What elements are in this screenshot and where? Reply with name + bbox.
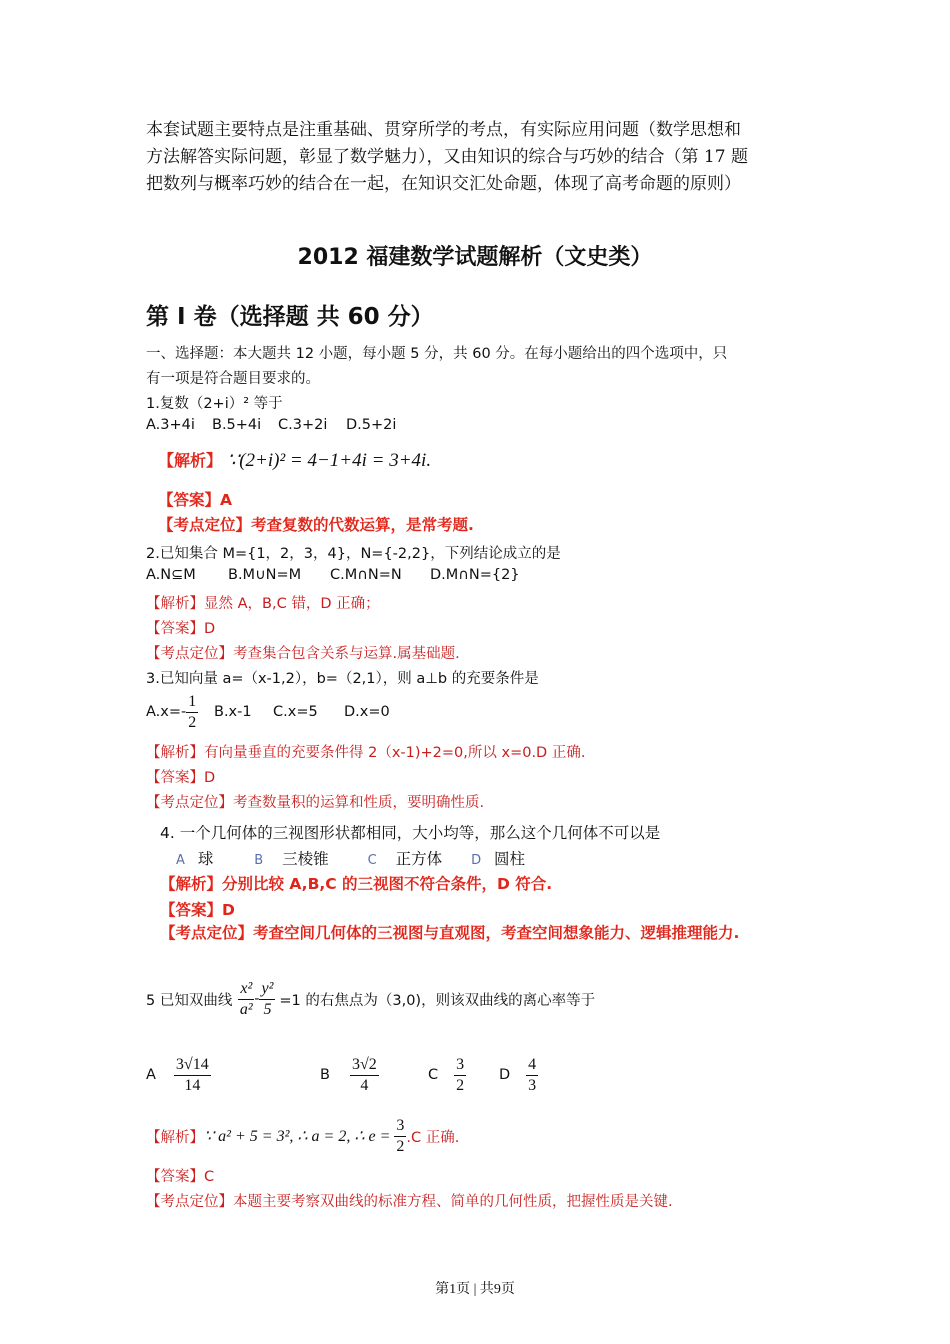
q4-stem: 4. 一个几何体的三视图形状都相同，大小均等，那么这个几何体不可以是 (160, 824, 661, 842)
intro-line: 本套试题主要特点是注重基础、贯穿所学的考点，有实际应用问题（数学思想和 (146, 120, 741, 140)
intro-paragraph (146, 117, 826, 198)
q2-stem: 2.已知集合 M={1，2，3，4}，N={-2,2}，下列结论成立的是 (146, 546, 561, 562)
q5-analysis-formula: ∵ a² + 5 = 3², ∴ a = 2, ∴ e = (204, 1128, 391, 1145)
q3-option-a-prefix: A.x=- (146, 704, 187, 720)
q1-option-a: A.3+4i (146, 417, 195, 433)
q1-answer: 【答案】A (158, 491, 232, 509)
fraction (394, 1116, 406, 1157)
intro-line: 把数列与概率巧妙的结合在一起，在知识交汇处命题，体现了高考命题的原则） (146, 174, 741, 194)
fraction-numerator: 3√2 (350, 1055, 379, 1076)
fraction-numerator: x² (238, 979, 254, 1000)
q1-analysis-formula: ∵(2+i)² = 4−1+4i = 3+4i. (227, 450, 432, 471)
fraction (259, 979, 275, 1020)
q2-answer: 【答案】D (146, 621, 216, 637)
q4-options (176, 847, 525, 869)
q4-analysis: 【解析】分别比较 A,B,C 的三视图不符合条件，D 符合. (160, 875, 553, 893)
fraction-denominator: 4 (360, 1076, 369, 1094)
q5-analysis (146, 1112, 459, 1160)
q1-stem: 1.复数（2+i）² 等于 (146, 396, 283, 412)
q4-option-b-text: 三棱锥 (282, 850, 329, 868)
q1-analysis (158, 448, 431, 472)
q4-option-c-letter: C (367, 853, 377, 868)
q3-option-c: C.x=5 (273, 704, 318, 720)
q4-option-a-text: 球 (197, 850, 214, 868)
q5-stem-suffix: =1 的右焦点为（3,0)，则该双曲线的离心率等于 (279, 992, 596, 1009)
q4-answer: 【答案】D (160, 901, 235, 919)
fraction-numerator: 3 (394, 1116, 406, 1137)
q1-option-d: D.5+2i (346, 417, 397, 433)
fraction-denominator: 5 (263, 1000, 272, 1018)
fraction-denominator: 3 (528, 1076, 537, 1094)
q2-option-a: A.N⊆M (146, 567, 196, 583)
q1-point: 【考点定位】考查复数的代数运算，是常考题. (158, 516, 474, 534)
q5-option-c (428, 1050, 466, 1100)
fraction-denominator: 14 (184, 1076, 201, 1094)
fraction-denominator: 2 (456, 1076, 465, 1094)
q4-option-d-text: 圆柱 (494, 850, 526, 868)
q3-stem: 3.已知向量 a=（x-1,2），b=（2,1），则 a⊥b 的充要条件是 (146, 671, 539, 687)
section-intro (146, 342, 727, 392)
page-footer: 第1页 | 共9页 (435, 1282, 515, 1297)
section-intro-line: 一、选择题：本大题共 12 小题，每小题 5 分，共 60 分。在每小题给出的四个选项中，只 (146, 346, 728, 362)
fraction (186, 692, 198, 733)
q4-option-b-letter: B (254, 853, 264, 868)
q5-analysis-tail: .C 正确. (406, 1129, 460, 1146)
fraction-denominator: 2 (396, 1137, 405, 1155)
q4-option-d-letter: D (471, 853, 482, 868)
fraction-denominator: a² (239, 1000, 253, 1018)
fraction-numerator: 3 (454, 1055, 466, 1076)
q4-option-c-text: 正方体 (395, 850, 443, 868)
q2-analysis: 【解析】显然 A，B,C 错，D 正确； (146, 596, 380, 612)
minus-sign: - (254, 991, 260, 1007)
q3-analysis: 【解析】有向量垂直的充要条件得 2（x-1)+2=0,所以 x=0.D 正确. (146, 745, 586, 761)
q4-option-a-letter: A (176, 853, 185, 868)
option-letter: B (320, 1067, 330, 1083)
option-letter: C (428, 1067, 439, 1083)
q5-stem (146, 973, 595, 1025)
q3-point: 【考点定位】考查数量积的运算和性质，要明确性质. (146, 795, 485, 811)
fraction (238, 979, 254, 1020)
q3-option-d: D.x=0 (344, 704, 390, 720)
fraction-numerator: 1 (186, 692, 198, 713)
q4-point: 【考点定位】考查空间几何体的三视图与直观图，考查空间想象能力、逻辑推理能力. (160, 924, 740, 942)
fraction (526, 1055, 538, 1096)
part-heading: 第 I 卷（选择题 共 60 分） (146, 304, 434, 330)
q3-option-a (146, 689, 198, 735)
q5-stem-prefix: 5 已知双曲线 (146, 992, 233, 1009)
q2-option-c: C.M∩N=N (330, 567, 402, 583)
fraction-numerator: y² (259, 979, 275, 1000)
fraction-numerator: 4 (526, 1055, 538, 1076)
q1-option-b: B.5+4i (212, 417, 262, 433)
q3-option-b: B.x-1 (214, 704, 252, 720)
fraction-denominator: 2 (188, 713, 197, 731)
analysis-tag: 【解析】 (158, 451, 223, 470)
intro-line: 方法解答实际问题，彰显了数学魅力），又由知识的综合与巧妙的结合（第 17 题 (146, 147, 748, 167)
q2-point: 【考点定位】考查集合包含关系与运算.属基础题. (146, 646, 460, 662)
fraction (454, 1055, 466, 1096)
q5-option-a (146, 1050, 211, 1100)
section-intro-line: 有一项是符合题目要求的。 (146, 371, 320, 387)
q2-option-b: B.M∪N=M (228, 567, 302, 583)
q3-answer: 【答案】D (146, 770, 216, 786)
option-letter: D (499, 1067, 511, 1083)
q5-answer: 【答案】C (146, 1169, 215, 1185)
option-letter: A (146, 1067, 156, 1083)
q5-point: 【考点定位】本题主要考察双曲线的标准方程、简单的几何性质，把握性质是关键. (146, 1194, 673, 1210)
analysis-tag: 【解析】 (146, 1129, 204, 1146)
document-title: 2012 福建数学试题解析（文史类） (297, 245, 653, 270)
fraction (174, 1055, 211, 1096)
q1-option-c: C.3+2i (278, 417, 328, 433)
q5-option-d (499, 1050, 538, 1100)
fraction-numerator: 3√14 (174, 1055, 211, 1076)
fraction (350, 1055, 379, 1096)
q2-option-d: D.M∩N={2} (430, 567, 520, 583)
q5-option-b (320, 1050, 379, 1100)
